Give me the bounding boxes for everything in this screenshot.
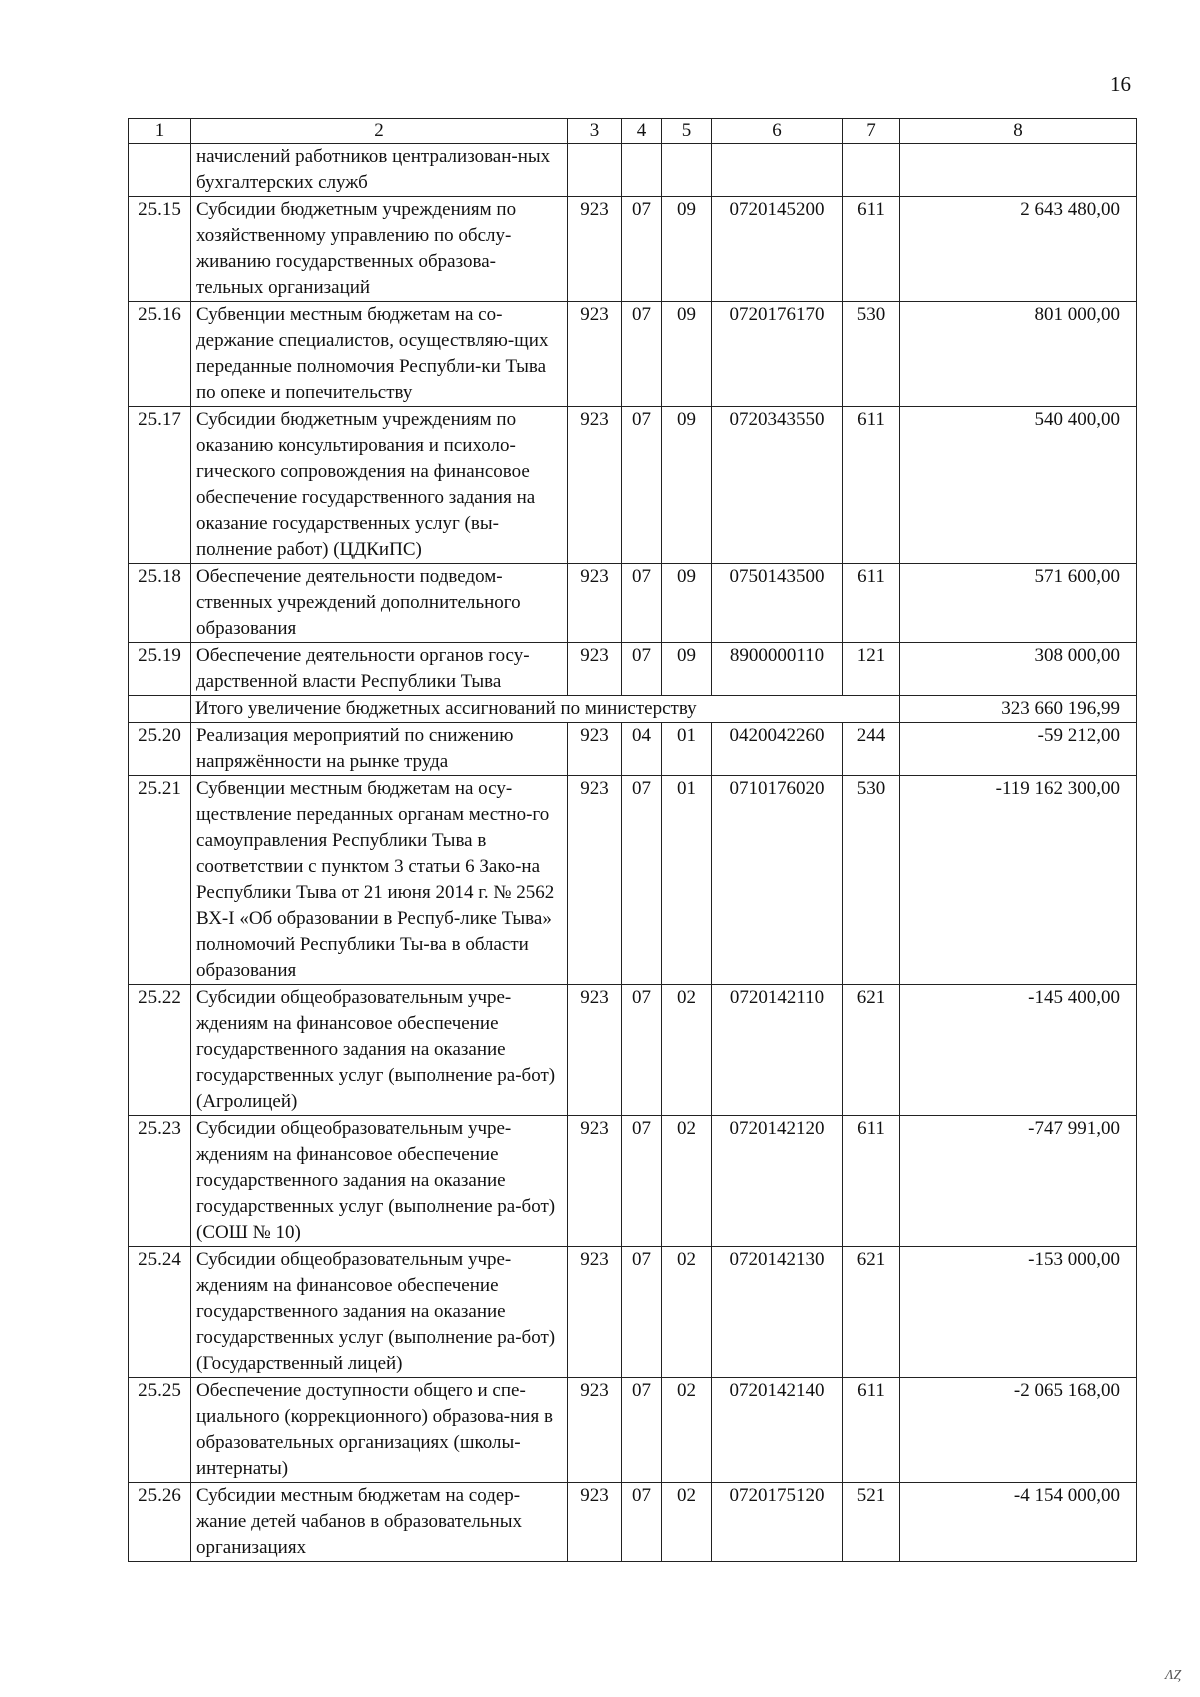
header-col-8: 8 [900, 119, 1137, 144]
row-code-7: 621 [843, 1247, 900, 1378]
row-code-5 [662, 144, 712, 197]
row-amount [900, 144, 1137, 197]
row-code-5: 01 [662, 723, 712, 776]
row-code-4: 07 [622, 1116, 662, 1247]
row-code-5: 09 [662, 564, 712, 643]
row-code-6: 8900000110 [712, 643, 843, 696]
row-name: Субсидии общеобразовательным учре-ждениям на финансовое обеспечение государственного задания на оказание государственных услуг (выполнение ра-бот) (Агролицей) [191, 985, 568, 1116]
row-name: Обеспечение деятельности органов госу-дарственной власти Республики Тыва [191, 643, 568, 696]
row-code-6: 0720142110 [712, 985, 843, 1116]
row-name: Субсидии общеобразовательным учре-ждениям на финансовое обеспечение государственного задания на оказание государственных услуг (выполнение ра-бот) (Государственный лицей) [191, 1247, 568, 1378]
row-code-4: 07 [622, 1483, 662, 1562]
row-code-3: 923 [568, 723, 622, 776]
row-number: 25.17 [129, 407, 191, 564]
row-code-3: 923 [568, 1378, 622, 1483]
row-number [129, 144, 191, 197]
row-number: 25.25 [129, 1378, 191, 1483]
row-code-5: 01 [662, 776, 712, 985]
table-row [129, 1483, 1137, 1562]
table-header [129, 119, 1137, 144]
row-code-3: 923 [568, 776, 622, 985]
table-row [129, 1378, 1137, 1483]
table-row [129, 643, 1137, 696]
row-code-6: 0720142120 [712, 1116, 843, 1247]
row-code-3: 923 [568, 1247, 622, 1378]
row-code-7: 521 [843, 1483, 900, 1562]
row-code-7: 244 [843, 723, 900, 776]
row-amount: -145 400,00 [900, 985, 1137, 1116]
row-number: 25.22 [129, 985, 191, 1116]
row-code-6: 0720142130 [712, 1247, 843, 1378]
row-code-7: 121 [843, 643, 900, 696]
row-code-4: 04 [622, 723, 662, 776]
table-total [129, 696, 1137, 723]
row-code-6: 0720343550 [712, 407, 843, 564]
row-name: Субсидии бюджетным учреждениям по хозяйственному управлению по обслу-живанию государственных образова-тельных организаций [191, 197, 568, 302]
table-row [129, 144, 1137, 197]
row-number: 25.23 [129, 1116, 191, 1247]
row-code-4: 07 [622, 643, 662, 696]
total-value: 323 660 196,99 [900, 696, 1137, 723]
row-code-7: 611 [843, 197, 900, 302]
table-body-upper [129, 144, 1137, 696]
row-code-7: 611 [843, 564, 900, 643]
row-number: 25.19 [129, 643, 191, 696]
header-col-4: 4 [622, 119, 662, 144]
row-code-6: 0750143500 [712, 564, 843, 643]
corner-handwritten-mark: ɅȤ [1165, 1668, 1182, 1683]
row-code-5: 02 [662, 1247, 712, 1378]
row-number: 25.20 [129, 723, 191, 776]
row-amount: -747 991,00 [900, 1116, 1137, 1247]
row-code-6: 0720176170 [712, 302, 843, 407]
row-code-5: 02 [662, 1378, 712, 1483]
row-code-5: 09 [662, 407, 712, 564]
total-num-cell [129, 696, 191, 723]
table-row [129, 1247, 1137, 1378]
row-code-7: 611 [843, 1116, 900, 1247]
page-number: 16 [1110, 72, 1131, 96]
row-name: Обеспечение доступности общего и спе-циального (коррекционного) образова-ния в образовательных организациях (школы-интернаты) [191, 1378, 568, 1483]
total-row [129, 696, 1137, 723]
row-name: Субвенции местным бюджетам на со-держание специалистов, осуществляю-щих переданные полномочия Республи-ки Тыва по опеке и попечительству [191, 302, 568, 407]
row-code-4 [622, 144, 662, 197]
row-code-3: 923 [568, 1116, 622, 1247]
row-code-3: 923 [568, 564, 622, 643]
row-amount: -59 212,00 [900, 723, 1137, 776]
row-code-3: 923 [568, 985, 622, 1116]
row-code-3 [568, 144, 622, 197]
table-row [129, 1116, 1137, 1247]
row-code-4: 07 [622, 985, 662, 1116]
row-number: 25.24 [129, 1247, 191, 1378]
row-code-5: 09 [662, 302, 712, 407]
row-name: Субвенции местным бюджетам на осу-ществление переданных органам местно-го самоуправления Республики Тыва в соответствии с пунктом 3 статьи 6 Зако-на Республики Тыва от 21 июня 2014 г. № 2562 ВХ-I «Об образовании в Респуб-лике Тыва» полномочий Республики Ты-ва в области образования [191, 776, 568, 985]
row-code-7: 530 [843, 302, 900, 407]
row-amount: 540 400,00 [900, 407, 1137, 564]
row-code-6: 0720142140 [712, 1378, 843, 1483]
table-row [129, 564, 1137, 643]
row-code-6: 0720175120 [712, 1483, 843, 1562]
row-code-3: 923 [568, 302, 622, 407]
row-code-4: 07 [622, 1378, 662, 1483]
row-code-3: 923 [568, 407, 622, 564]
row-number: 25.18 [129, 564, 191, 643]
row-code-3: 923 [568, 643, 622, 696]
header-col-6: 6 [712, 119, 843, 144]
row-code-7: 530 [843, 776, 900, 985]
table-row [129, 776, 1137, 985]
row-code-4: 07 [622, 1247, 662, 1378]
row-code-3: 923 [568, 197, 622, 302]
row-amount: -153 000,00 [900, 1247, 1137, 1378]
row-name: Субсидии бюджетным учреждениям по оказанию консультирования и психоло-гического сопровождения на финансовое обеспечение государственного задания на оказание государственных услуг (вы-полнение работ) (ЦДКиПС) [191, 407, 568, 564]
row-code-6: 0720145200 [712, 197, 843, 302]
row-code-4: 07 [622, 197, 662, 302]
table-row [129, 407, 1137, 564]
row-code-4: 07 [622, 776, 662, 985]
row-name: Субсидии местным бюджетам на содер-жание детей чабанов в образовательных организациях [191, 1483, 568, 1562]
row-code-5: 09 [662, 197, 712, 302]
row-code-6 [712, 144, 843, 197]
header-col-3: 3 [568, 119, 622, 144]
row-code-7: 611 [843, 1378, 900, 1483]
row-name: Субсидии общеобразовательным учре-ждениям на финансовое обеспечение государственного задания на оказание государственных услуг (выполнение ра-бот) (СОШ № 10) [191, 1116, 568, 1247]
row-code-7: 611 [843, 407, 900, 564]
budget-table [128, 118, 1137, 1562]
table-row [129, 723, 1137, 776]
header-col-7: 7 [843, 119, 900, 144]
row-code-6: 0710176020 [712, 776, 843, 985]
row-amount: -119 162 300,00 [900, 776, 1137, 985]
row-code-5: 02 [662, 1483, 712, 1562]
row-code-5: 02 [662, 1116, 712, 1247]
header-col-5: 5 [662, 119, 712, 144]
row-number: 25.15 [129, 197, 191, 302]
row-amount: 801 000,00 [900, 302, 1137, 407]
row-name: Обеспечение деятельности подведом-ственных учреждений дополнительного образования [191, 564, 568, 643]
row-code-5: 02 [662, 985, 712, 1116]
row-name: начислений работников централизован-ных бухгалтерских служб [191, 144, 568, 197]
table-row [129, 302, 1137, 407]
row-amount: 308 000,00 [900, 643, 1137, 696]
row-code-7 [843, 144, 900, 197]
total-label: Итого увеличение бюджетных ассигнований по министерству [191, 696, 900, 723]
row-code-5: 09 [662, 643, 712, 696]
row-number: 25.26 [129, 1483, 191, 1562]
table-body-lower [129, 723, 1137, 1562]
header-col-2: 2 [191, 119, 568, 144]
row-amount: -4 154 000,00 [900, 1483, 1137, 1562]
row-code-3: 923 [568, 1483, 622, 1562]
header-col-1: 1 [129, 119, 191, 144]
row-amount: 571 600,00 [900, 564, 1137, 643]
row-code-7: 621 [843, 985, 900, 1116]
table-row [129, 985, 1137, 1116]
row-amount: 2 643 480,00 [900, 197, 1137, 302]
row-amount: -2 065 168,00 [900, 1378, 1137, 1483]
row-number: 25.16 [129, 302, 191, 407]
row-code-4: 07 [622, 564, 662, 643]
row-number: 25.21 [129, 776, 191, 985]
table-row [129, 197, 1137, 302]
row-name: Реализация мероприятий по снижению напряжённости на рынке труда [191, 723, 568, 776]
row-code-4: 07 [622, 302, 662, 407]
row-code-6: 0420042260 [712, 723, 843, 776]
row-code-4: 07 [622, 407, 662, 564]
